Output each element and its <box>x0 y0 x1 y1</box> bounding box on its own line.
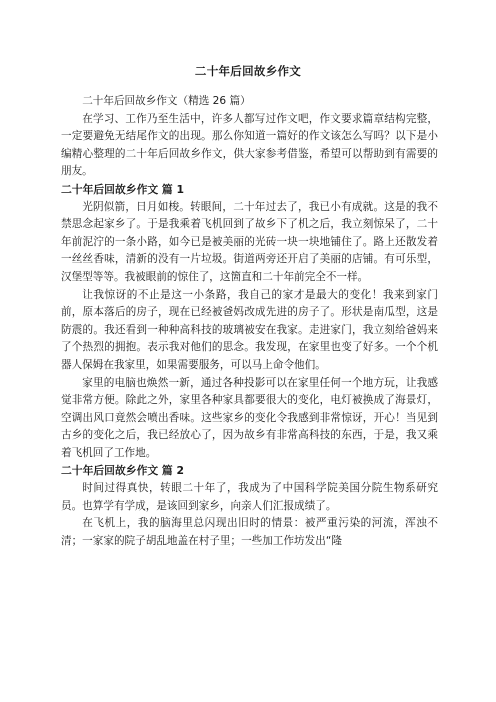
body-paragraph: 让我惊讶的不止是这一小条路，我自己的家才是最大的变化！我来到家门前，原本落后的房子，现在已经被爸妈改成先进的房子了。形状是南瓜型，这是防震的。我还看到一种种高科技的玻璃被安在我家。走进家门，我立刻给爸妈来了个热烈的拥抱。表示我对他们的思念。我发现，在家里也变了好多。一个个机器人保姆在我家里，如果需要服务，可以马上命令他们。 <box>61 288 438 371</box>
article-body <box>61 93 438 550</box>
section-heading: 二十年后回故乡作文 篇 1 <box>61 182 184 196</box>
body-paragraph: 家里的电脑也焕然一新，通过各种投影可以在家里任何一个地方玩，让我感觉非常方便。除此之外，家里各种家具都要很大的变化，电灯被换成了海景灯，空调出风口竟然会喷出香味。这些家乡的变化令我感到非常惊讶，开心！当见到古乡的变化之后，我已经放心了，因为故乡有非常高科技的东西，于是，我又乘着飞机回了工作地。 <box>61 376 438 459</box>
intro-paragraph: 在学习、工作乃至生活中，许多人都写过作文吧，作文要求篇章结构完整，一定要避免无结尾作文的出现。那么你知道一篇好的作文该怎么写吗？以下是小编精心整理的二十年后回故乡作文，供大家参考借鉴，希望可以帮助到有需要的朋友。 <box>61 112 438 178</box>
subtitle-paragraph: 二十年后回故乡作文（精选 26 篇） <box>82 95 251 107</box>
page-title: 二十年后回故乡作文 <box>194 64 302 78</box>
body-paragraph: 在飞机上，我的脑海里总闪现出旧时的情景：被严重污染的河流，浑浊不清；一家家的院子胡乱地盖在村子里；一些加工作坊发出“隆 <box>61 517 438 547</box>
section-heading: 二十年后回故乡作文 篇 2 <box>61 464 184 478</box>
body-paragraph: 光阴似箭，日月如梭。转眼间，二十年过去了，我已小有成就。这是的我不禁思念起家乡了。于是我乘着飞机回到了故乡下了机之后，我立刻惊呆了，二十年前泥泞的一条小路，如今已是被美丽的光砖一块一块地铺住了。路上还散发着一丝丝香味，清新的没有一片垃圾。街道两旁还开启了美丽的店铺。有可乐型，汉堡型等等。我被眼前的惊住了，这箇直和二十年前完全不一样。 <box>61 200 438 283</box>
body-paragraph: 时间过得真快，转眼二十年了，我成为了中国科学院美国分院生物系研究员。也算学有学成，是该回到家乡，向亲人们汇报成绩了。 <box>61 482 438 512</box>
